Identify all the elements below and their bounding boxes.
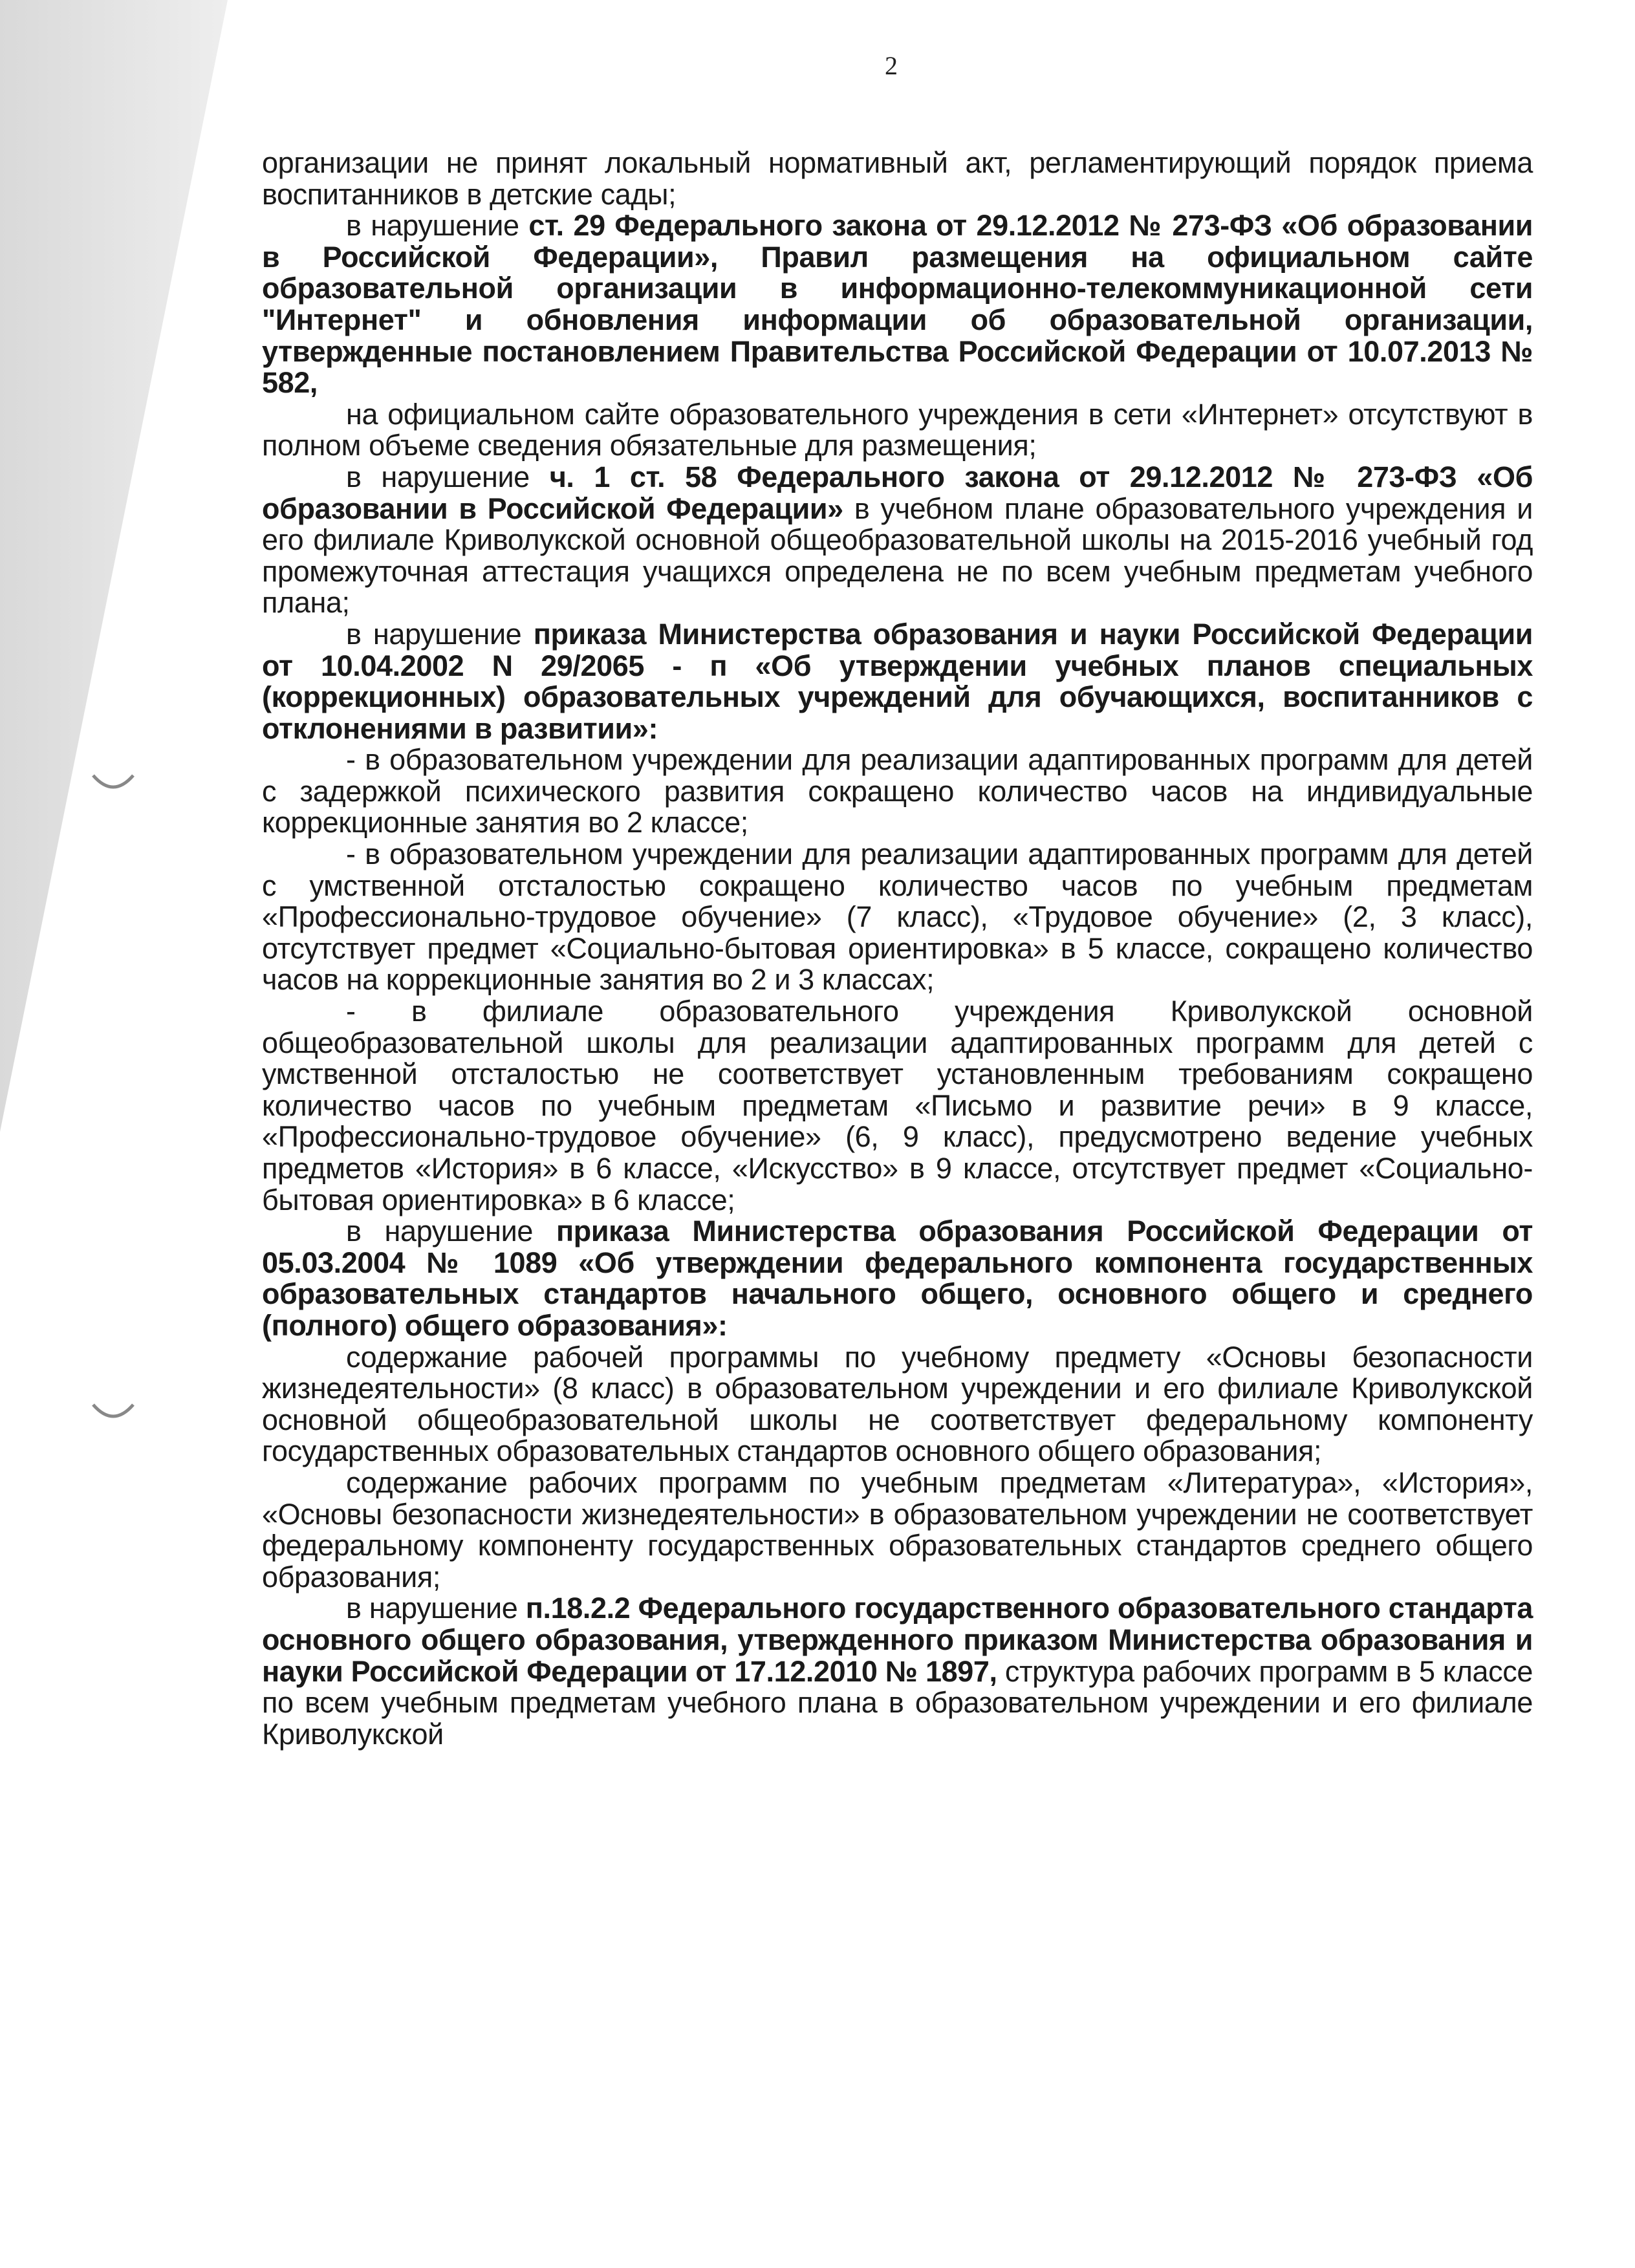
bold-text: приказа Министерства образования Российской Федерации от 05.03.2004 № 1089 «Об утверждении федерального компонента государственных образовательных стандартов начального общего, основного общего и среднего (полного) общего образования»: bbox=[262, 1215, 1533, 1342]
paragraph bbox=[262, 744, 1533, 839]
paragraph bbox=[262, 1216, 1533, 1341]
text: в нарушение bbox=[346, 460, 550, 493]
text: - в филиале образовательного учреждения Криволукской основной общеобразовательной школы для реализации адаптированных программ для детей с умственной отсталостью не соответствует установленным требованиям сокращено количество часов по учебным предметам «Письмо и развитие речи» в 9 классе, «Профессионально-трудовое обучение» (6, 9 класс), предусмотрено ведение учебных предметов «История» в 6 классе, «Искусство» в 9 классе, отсутствует предмет «Социально-бытовая ориентировка» в 6 классе; bbox=[262, 995, 1533, 1216]
scan-folded-corner bbox=[0, 0, 259, 1164]
punch-hole-mark bbox=[91, 1402, 136, 1424]
document-body bbox=[262, 147, 1533, 1750]
paragraph bbox=[262, 210, 1533, 399]
text: на официальном сайте образовательного учреждения в сети «Интернет» отсутствуют в полном объеме сведения обязательные для размещения; bbox=[262, 397, 1533, 462]
text: в нарушение bbox=[346, 1592, 526, 1625]
paragraph bbox=[262, 1342, 1533, 1467]
paragraph bbox=[262, 147, 1533, 210]
paragraph bbox=[262, 1467, 1533, 1593]
text: в нарушение bbox=[346, 209, 529, 243]
text: организации не принят локальный нормативный акт, регламентирующий порядок приема воспитанников в детские сады; bbox=[262, 146, 1533, 211]
text: - в образовательном учреждении для реализации адаптированных программ для детей с задержкой психического развития сокращено количество часов на индивидуальные коррекционные занятия во 2 классе; bbox=[262, 743, 1533, 839]
bold-text: приказа Министерства образования и науки Российской Федерации от 10.04.2002 N 29/2065 - п «Об утверждении учебных планов специальных (коррекционных) образовательных учреждений для обучающихся, воспитанников с отклонениями в развитии»: bbox=[262, 617, 1533, 745]
paragraph bbox=[262, 1593, 1533, 1750]
bold-text: ч. 1 ст. 58 Федерального закона от 29.12.2012 № 273-ФЗ «Об образовании в Российской Федерации» bbox=[262, 460, 1533, 525]
punch-hole-mark bbox=[91, 773, 136, 795]
text: в нарушение bbox=[346, 617, 534, 651]
text: содержание рабочих программ по учебным предметам «Литература», «История», «Основы безопасности жизнедеятельности» в образовательном учреждении не соответствует федеральному компоненту государственных образовательных стандартов среднего общего образования; bbox=[262, 1465, 1533, 1593]
text: содержание рабочей программы по учебному предмету «Основы безопасности жизнедеятельности» (8 класс) в образовательном учреждении и его филиале Криволукской основной общеобразовательной школы не соответствует федеральному компоненту государственных образовательных стандартов основного общего образования; bbox=[262, 1340, 1533, 1468]
paragraph bbox=[262, 619, 1533, 744]
paragraph bbox=[262, 399, 1533, 462]
text: в учебном плане образовательного учреждения и его филиале Криволукской основной общеобразовательной школы на 2015-2016 учебный год промежуточная аттестация учащихся определена не по всем учебным предметам учебного плана; bbox=[262, 491, 1533, 620]
text: структура рабочих программ в 5 классе по всем учебным предметам учебного плана в образовательном учреждении и его филиале Криволукской bbox=[262, 1654, 1533, 1751]
paragraph bbox=[262, 462, 1533, 619]
paragraph bbox=[262, 839, 1533, 996]
text: в нарушение bbox=[346, 1215, 556, 1248]
bold-text: ст. 29 Федерального закона от 29.12.2012 № 273-ФЗ «Об образовании в Российской Федерации», Правил размещения на официальном сайте образовательной организации в информационно-телекоммуникационной сети "Интернет" и обновления информации об образовательной организации, утвержденные постановлением Правительства Российской Федерации от 10.07.2013 № 582, bbox=[262, 209, 1533, 400]
paragraph bbox=[262, 996, 1533, 1216]
page-number: 2 bbox=[885, 51, 898, 80]
text: - в образовательном учреждении для реализации адаптированных программ для детей с умственной отсталостью сокращено количество часов по учебным предметам «Профессионально-трудовое обучение» (7 класс), «Трудовое обучение» (2, 3 класс), отсутствует предмет «Социально-бытовая ориентировка» в 5 классе, сокращено количество часов на коррекционные занятия во 2 и 3 классах; bbox=[262, 837, 1533, 997]
bold-text: п.18.2.2 Федерального государственного образовательного стандарта основного общего образования, утвержденного приказом Министерства образования и науки Российской Федерации от 17.12.2010 № 1897, bbox=[262, 1592, 1533, 1688]
